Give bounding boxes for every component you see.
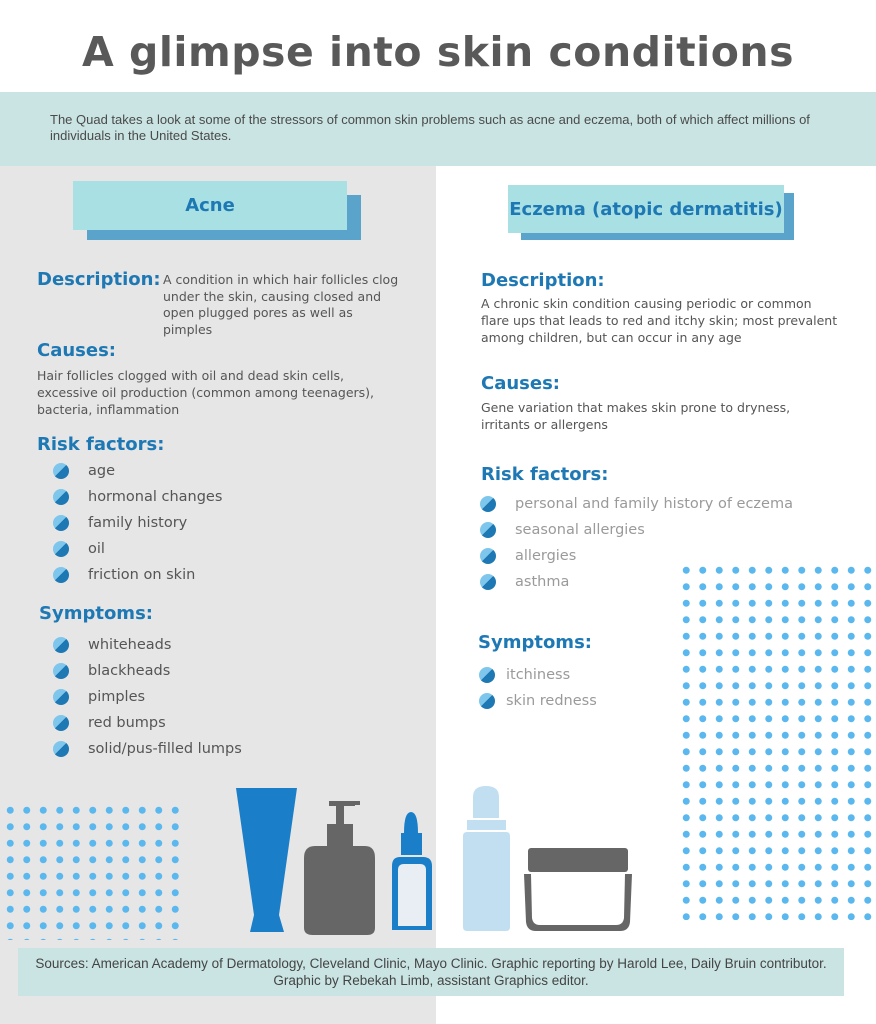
list-item: hormonal changes <box>53 487 222 513</box>
eczema-description: A chronic skin condition causing periodic or common flare ups that leads to red and itchy skin; most prevalent among children, but can occur in any age <box>481 296 838 345</box>
acne-causes-label: Causes: <box>37 340 117 361</box>
acne-risk-label: Risk factors: <box>37 434 165 455</box>
list-item: solid/pus-filled lumps <box>53 739 242 765</box>
list-item: skin redness <box>479 691 597 715</box>
eczema-symptoms-label: Symptoms: <box>478 632 592 653</box>
list-item: whiteheads <box>53 635 242 661</box>
list-item: family history <box>53 513 222 539</box>
eczema-risk-label: Risk factors: <box>481 464 609 485</box>
eczema-heading: Eczema (atopic dermatitis) <box>509 198 783 220</box>
list-item: oil <box>53 539 222 565</box>
list-item: age <box>53 461 222 487</box>
acne-causes: Hair follicles clogged with oil and dead skin cells, excessive oil production (common among teenagers), bacteria, inflammation <box>37 368 375 417</box>
list-item: blackheads <box>53 661 242 687</box>
intro-text: The Quad takes a look at some of the stressors of common skin problems such as acne and eczema, both of which affect millions of individuals in the United States. <box>50 112 810 143</box>
lotion-bottle-icon <box>463 786 510 931</box>
acne-heading: Acne <box>185 195 235 216</box>
pump-bottle-icon <box>304 801 375 935</box>
cream-jar-icon <box>524 848 632 931</box>
acne-description-label: Description: <box>37 269 161 290</box>
dropper-bottle-icon <box>392 812 432 930</box>
list-item: personal and family history of eczema <box>480 494 793 520</box>
list-item: asthma <box>480 572 793 598</box>
list-item: red bumps <box>53 713 242 739</box>
acne-symptoms-label: Symptoms: <box>39 603 153 624</box>
list-item: friction on skin <box>53 565 222 591</box>
list-item: pimples <box>53 687 242 713</box>
eczema-description-label: Description: <box>481 270 605 291</box>
page-title: A glimpse into skin conditions <box>82 28 794 76</box>
acne-description: A condition in which hair follicles clog under the skin, causing closed and open plugged pores as well as pimples <box>163 272 399 337</box>
list-item: seasonal allergies <box>480 520 793 546</box>
list-item: allergies <box>480 546 793 572</box>
eczema-causes-label: Causes: <box>481 373 561 394</box>
eczema-causes: Gene variation that makes skin prone to dryness, irritants or allergens <box>481 400 791 432</box>
sources-credits: Sources: American Academy of Dermatology, Cleveland Clinic, Mayo Clinic. Graphic reporting by Harold Lee, Daily Bruin contributor. Graphic by Rebekah Limb, assistant Graphics editor. <box>18 948 844 996</box>
list-item: itchiness <box>479 665 597 691</box>
tube-icon <box>236 788 297 932</box>
